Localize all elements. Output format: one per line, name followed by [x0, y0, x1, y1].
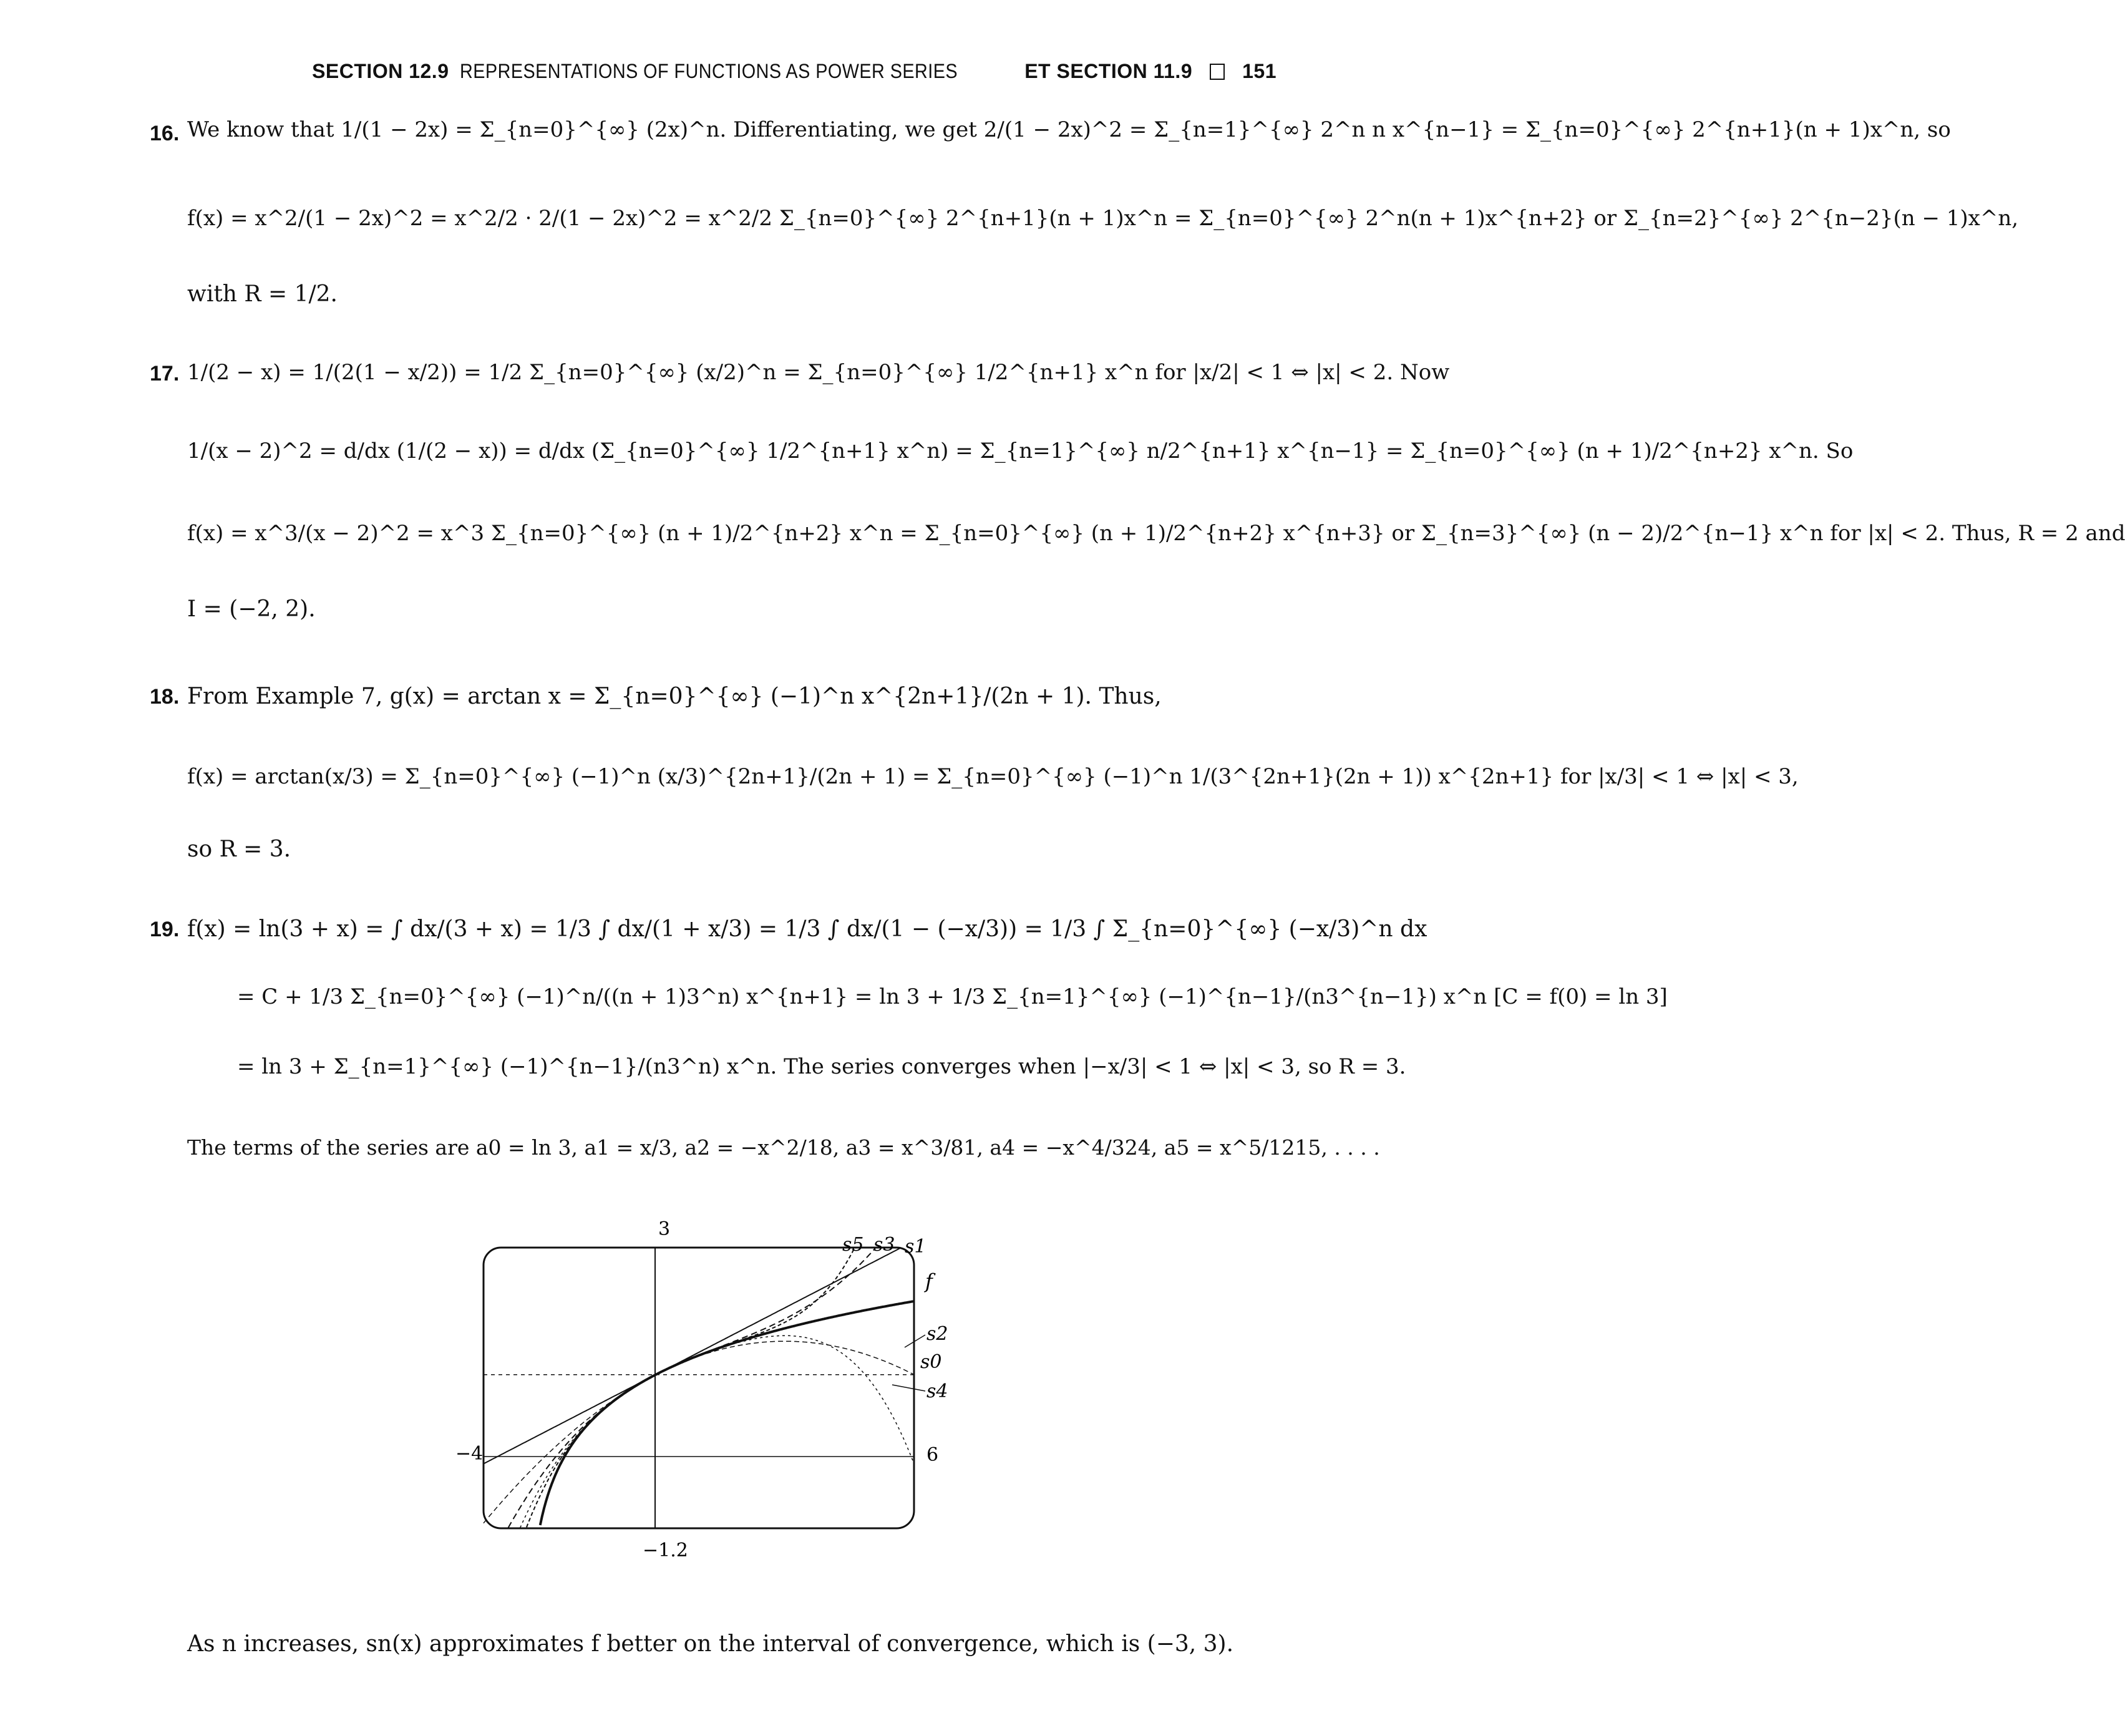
x-right-label: 6: [926, 1444, 939, 1466]
x-left-label: −4: [455, 1443, 484, 1465]
problem-17-line-4: I = (−2, 2).: [187, 596, 316, 622]
label-s1: s1: [905, 1236, 926, 1258]
label-s2: s2: [926, 1323, 948, 1345]
pointer-s4: [892, 1385, 925, 1391]
graph-svg: [437, 1216, 967, 1566]
problem-number: 17.: [150, 362, 180, 386]
label-s0: s0: [920, 1351, 942, 1373]
running-header: [312, 60, 1276, 83]
y-bottom-label: −1.2: [643, 1540, 688, 1561]
problem-19-line-2: = C + 1/3 Σ_{n=0}^{∞} (−1)^n/((n + 1)3^n) x^{n+1} = ln 3 + 1/3 Σ_{n=1}^{∞} (−1)^{n−1}/(n3^{n−1}) x^n [C = f(0) = ln 3]: [237, 984, 1668, 1009]
header-title: REPRESENTATIONS OF FUNCTIONS AS POWER SERIES: [460, 60, 958, 82]
header-box-icon: [1210, 64, 1225, 80]
figure-caption: As n increases, sn(x) approximates f better on the interval of convergence, which is (−3, 3).: [187, 1631, 1234, 1657]
label-s3: s3: [873, 1234, 895, 1256]
problem-19-line-4: The terms of the series are a0 = ln 3, a1 = x/3, a2 = −x^2/18, a3 = x^3/81, a4 = −x^4/324, a5 = x^5/1215, . . . .: [187, 1135, 1380, 1160]
label-s5: s5: [842, 1234, 864, 1256]
problem-18-line-3: so R = 3.: [187, 836, 291, 862]
problem-17-line-1: 1/(2 − x) = 1/(2(1 − x/2)) = 1/2 Σ_{n=0}^{∞} (x/2)^n = Σ_{n=0}^{∞} 1/2^{n+1} x^n for |x/2| < 1 ⇔ |x| < 2. Now: [187, 360, 1450, 385]
problem-18-line-2: f(x) = arctan(x/3) = Σ_{n=0}^{∞} (−1)^n (x/3)^{2n+1}/(2n + 1) = Σ_{n=0}^{∞} (−1)^n 1/(3^{2n+1}(2n + 1)) x^{2n+1} for |x/3| < 1 ⇔ |x| < 3,: [187, 764, 1799, 789]
problem-18: [150, 671, 1799, 876]
series-graph: [437, 1216, 967, 1566]
problem-17: [150, 346, 2125, 639]
curve-s4: [520, 1336, 914, 1528]
problem-17-line-3: f(x) = x^3/(x − 2)^2 = x^3 Σ_{n=0}^{∞} (n + 1)/2^{n+2} x^n = Σ_{n=0}^{∞} (n + 1)/2^{n+2} x^{n+3} or Σ_{n=3}^{∞} (n − 2)/2^{n−1} x^n for |x| < 2. Thus, R = 2 and: [187, 521, 2125, 546]
problem-19-line-3: = ln 3 + Σ_{n=1}^{∞} (−1)^{n−1}/(n3^n) x^n. The series converges when |−x/3| < 1 ⇔ |x| < 3, so R = 3.: [237, 1054, 1406, 1079]
problem-16-line-3: with R = 1/2.: [187, 281, 338, 307]
curves-group: [484, 1248, 914, 1528]
page-number: 151: [1242, 60, 1276, 82]
header-et-section: ET SECTION 11.9: [1024, 60, 1193, 82]
problem-16: [150, 100, 2019, 312]
label-f: f: [925, 1269, 933, 1293]
curve-s1: [484, 1248, 901, 1464]
problem-number: 18.: [150, 685, 180, 709]
problem-number: 19.: [150, 918, 180, 941]
problem-16-line-2: f(x) = x^2/(1 − 2x)^2 = x^2/2 · 2/(1 − 2x)^2 = x^2/2 Σ_{n=0}^{∞} 2^{n+1}(n + 1)x^n = Σ_{n=0}^{∞} 2^n(n + 1)x^{n+2} or Σ_{n=2}^{∞} 2^{n−2}(n − 1)x^n,: [187, 206, 2019, 231]
header-section: SECTION 12.9: [312, 60, 449, 82]
problem-19: [150, 904, 1668, 1185]
curve-f: [540, 1301, 914, 1525]
problem-number: 16.: [150, 122, 180, 145]
plot-frame: [484, 1248, 914, 1528]
curve-s5: [527, 1249, 853, 1527]
problem-17-line-2: 1/(x − 2)^2 = d/dx (1/(2 − x)) = d/dx (Σ_{n=0}^{∞} 1/2^{n+1} x^n) = Σ_{n=1}^{∞} n/2^{n+1} x^{n−1} = Σ_{n=0}^{∞} (n + 1)/2^{n+2} x^n. So: [187, 439, 1854, 463]
problem-19-line-1: f(x) = ln(3 + x) = ∫ dx/(3 + x) = 1/3 ∫ dx/(1 + x/3) = 1/3 ∫ dx/(1 − (−x/3)) = 1/3 ∫ Σ_{n=0}^{∞} (−x/3)^n dx: [187, 916, 1427, 942]
problem-16-line-1: We know that 1/(1 − 2x) = Σ_{n=0}^{∞} (2x)^n. Differentiating, we get 2/(1 − 2x)^2 = Σ_{n=1}^{∞} 2^n n x^{n−1} = Σ_{n=0}^{∞} 2^{n+1}(n + 1)x^n, so: [187, 117, 1951, 142]
y-top-label: 3: [658, 1218, 671, 1240]
label-s4: s4: [926, 1380, 948, 1402]
problem-18-line-1: From Example 7, g(x) = arctan x = Σ_{n=0}^{∞} (−1)^n x^{2n+1}/(2n + 1). Thus,: [187, 684, 1162, 709]
